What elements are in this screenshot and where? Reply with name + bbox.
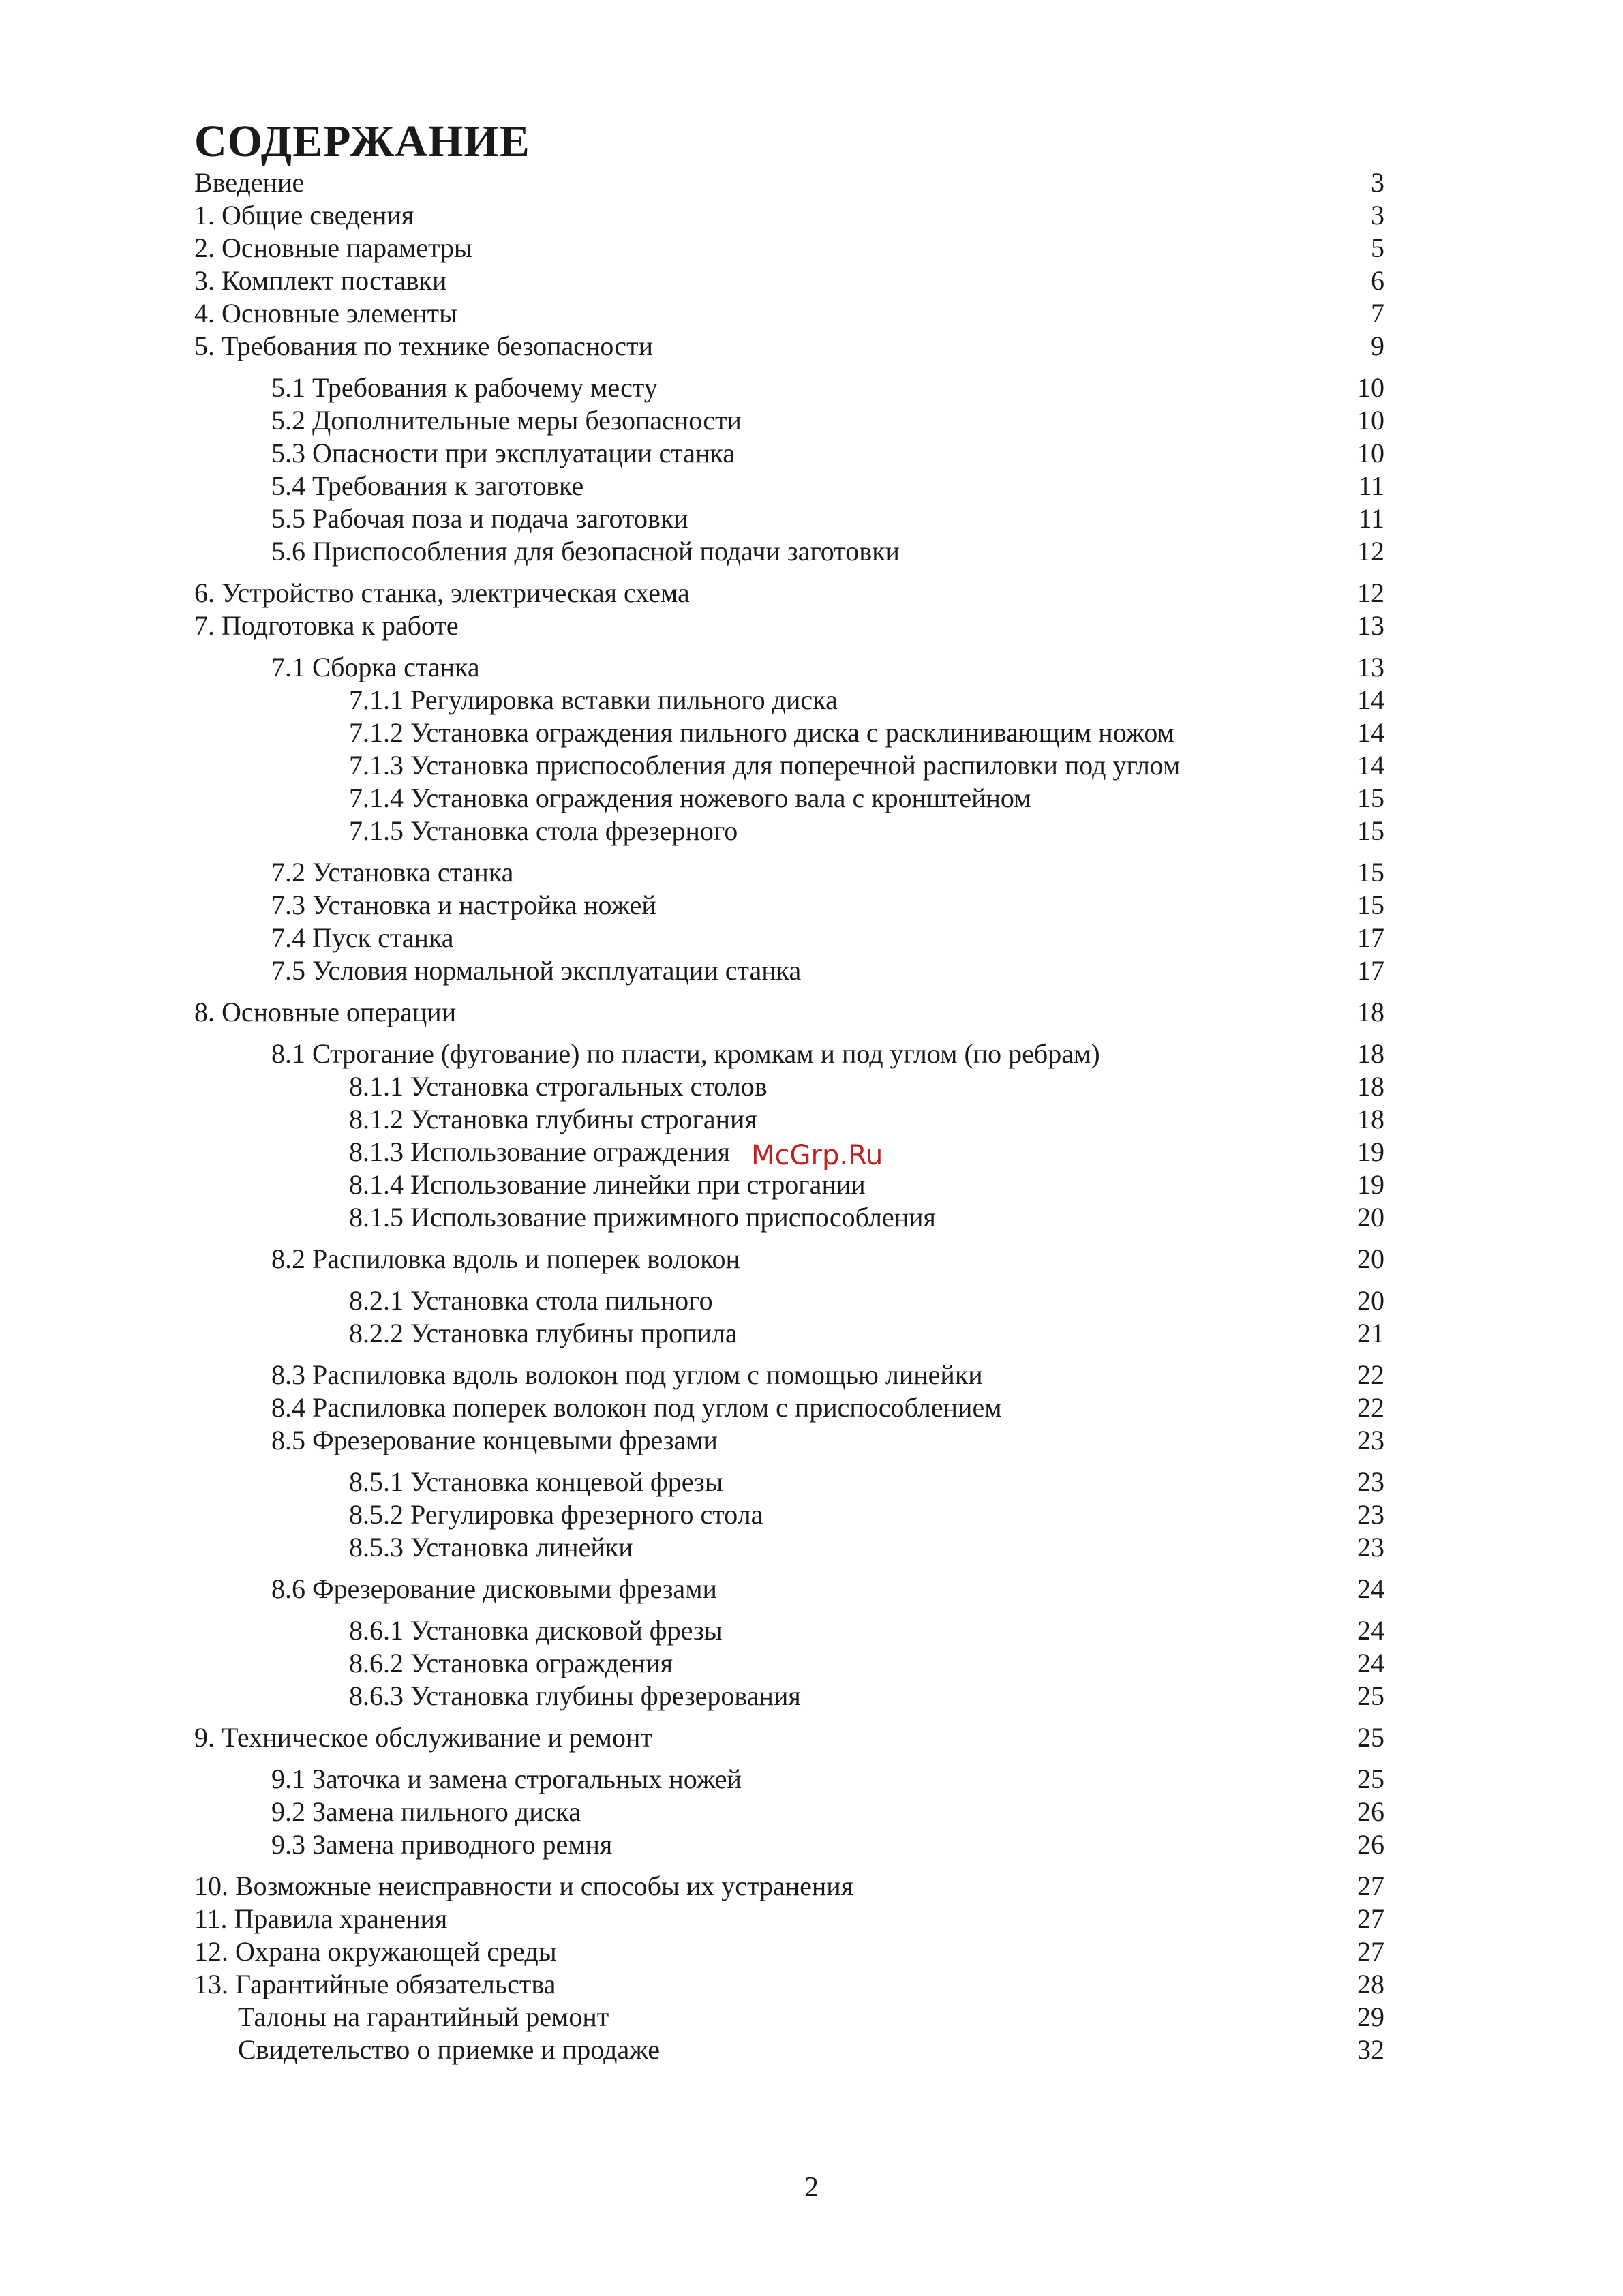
toc-entry[interactable] — [0, 2001, 1623, 2034]
toc-entry[interactable] — [0, 889, 1623, 922]
toc-entry-label: 10. Возможные неисправности и способы их устранения — [194, 1871, 854, 1901]
toc-entry[interactable] — [0, 1828, 1623, 1861]
toc-entry-page: 27 — [1357, 1903, 1384, 1934]
toc-entry-page: 23 — [1357, 1499, 1384, 1530]
toc-entry[interactable] — [0, 1647, 1623, 1680]
toc-entry[interactable] — [0, 166, 1623, 199]
toc-entry-page: 29 — [1357, 2002, 1384, 2032]
toc-entry-label: 5.6 Приспособления для безопасной подачи заготовки — [271, 536, 900, 567]
toc-entry[interactable] — [0, 1680, 1623, 1712]
toc-entry[interactable] — [0, 1466, 1623, 1498]
toc-entry-label: Свидетельство о приемке и продаже — [238, 2034, 661, 2065]
toc-entry-label: 3. Комплект поставки — [194, 265, 447, 296]
toc-entry-label: Введение — [194, 167, 305, 198]
toc-entry-label: 7.1 Сборка станка — [271, 652, 480, 682]
toc-entry-label: 7.1.3 Установка приспособления для поперечной распиловки под углом — [349, 750, 1181, 781]
toc-entry-label: 8.5 Фрезерование концевыми фрезами — [271, 1425, 718, 1455]
toc-entry-page: 15 — [1357, 890, 1384, 920]
toc-entry-page: 15 — [1357, 857, 1384, 888]
toc-entry-page: 14 — [1357, 684, 1384, 715]
toc-entry[interactable] — [0, 1201, 1623, 1234]
toc-entry[interactable] — [0, 1763, 1623, 1796]
toc-entry-page: 20 — [1357, 1243, 1384, 1274]
toc-entry[interactable] — [0, 1317, 1623, 1350]
toc-entry-page: 3 — [1371, 167, 1384, 198]
toc-entry-page: 20 — [1357, 1202, 1384, 1233]
toc-entry-page: 19 — [1357, 1136, 1384, 1167]
toc-entry-page: 14 — [1357, 750, 1384, 781]
toc-entry-page: 27 — [1357, 1936, 1384, 1967]
toc-entry-page: 28 — [1357, 1969, 1384, 1999]
toc-entry-page: 3 — [1371, 200, 1384, 230]
toc-entry[interactable] — [0, 535, 1623, 568]
toc-entry[interactable] — [0, 297, 1623, 330]
toc-entry-page: 21 — [1357, 1318, 1384, 1348]
toc-entry-page: 26 — [1357, 1829, 1384, 1860]
toc-entry[interactable] — [0, 1903, 1623, 1935]
toc-entry-page: 24 — [1357, 1615, 1384, 1646]
toc-entry[interactable] — [0, 716, 1623, 749]
toc-entry-label: 7.1.4 Установка ограждения ножевого вала с кронштейном — [349, 783, 1031, 813]
toc-entry-page: 23 — [1357, 1466, 1384, 1497]
toc-entry-label: Талоны на гарантийный ремонт — [238, 2002, 609, 2032]
toc-entry[interactable] — [0, 1103, 1623, 1136]
toc-entry-label: 8.5.2 Регулировка фрезерного стола — [349, 1499, 763, 1530]
toc-entry[interactable] — [0, 502, 1623, 535]
toc-entry-label: 5.3 Опасности при эксплуатации станка — [271, 438, 735, 468]
toc-entry-label: 8.5.1 Установка концевой фрезы — [349, 1466, 723, 1497]
toc-entry[interactable] — [0, 856, 1623, 889]
toc-entry[interactable] — [0, 1424, 1623, 1457]
toc-entry-label: 13. Гарантийные обязательства — [194, 1969, 556, 1999]
toc-entry-label: 9. Техническое обслуживание и ремонт — [194, 1722, 652, 1753]
toc-entry[interactable] — [0, 1796, 1623, 1828]
toc-entry-label: 5.4 Требования к заготовке — [271, 470, 584, 501]
toc-entry-label: 7.3 Установка и настройка ножей — [271, 890, 656, 920]
toc-entry-label: 5.1 Требования к рабочему месту — [271, 372, 658, 403]
toc-entry-page: 13 — [1357, 610, 1384, 641]
toc-entry-label: 7. Подготовка к работе — [194, 610, 459, 641]
toc-entry-page: 13 — [1357, 652, 1384, 682]
toc-entry-page: 6 — [1371, 265, 1384, 296]
toc-entry-page: 11 — [1358, 470, 1384, 501]
toc-entry-label: 1. Общие сведения — [194, 200, 414, 230]
toc-entry[interactable] — [0, 265, 1623, 297]
toc-entry[interactable] — [0, 684, 1623, 716]
toc-entry[interactable] — [0, 1531, 1623, 1564]
toc-entry-page: 11 — [1358, 503, 1384, 534]
toc-entry[interactable] — [0, 1870, 1623, 1903]
toc-entry-label: 9.2 Замена пильного диска — [271, 1796, 581, 1827]
toc-entry-label: 2. Основные параметры — [194, 232, 472, 263]
toc-entry-label: 8.1.5 Использование прижимного приспособления — [349, 1202, 936, 1233]
toc-entry[interactable] — [0, 1168, 1623, 1201]
toc-entry-page: 18 — [1357, 1038, 1384, 1069]
toc-entry-label: 8.5.3 Установка линейки — [349, 1532, 633, 1562]
toc-entry-page: 18 — [1357, 1071, 1384, 1102]
toc-entry-label: 8.2 Распиловка вдоль и поперек волокон — [271, 1243, 740, 1274]
toc-entry-label: 7.1.5 Установка стола фрезерного — [349, 815, 738, 846]
toc-entry-page: 23 — [1357, 1425, 1384, 1455]
toc-entry[interactable] — [0, 922, 1623, 954]
toc-entry-page: 26 — [1357, 1796, 1384, 1827]
toc-entry-label: 8. Основные операции — [194, 997, 457, 1027]
toc-entry-label: 8.1 Строгание (фугование) по пласти, кромкам и под углом (по ребрам) — [271, 1038, 1100, 1069]
toc-entry-label: 8.6 Фрезерование дисковыми фрезами — [271, 1573, 717, 1604]
toc-entry-page: 12 — [1357, 536, 1384, 567]
toc-entry[interactable] — [0, 651, 1623, 684]
toc-entry-label: 4. Основные элементы — [194, 298, 457, 329]
toc-entry-label: 7.2 Установка станка — [271, 857, 514, 888]
toc-entry-page: 18 — [1357, 997, 1384, 1027]
toc-entry-page: 24 — [1357, 1648, 1384, 1678]
toc-entry[interactable] — [0, 404, 1623, 437]
toc-entry-page: 18 — [1357, 1104, 1384, 1134]
toc-entry-page: 23 — [1357, 1532, 1384, 1562]
toc-entry-label: 12. Охрана окружающей среды — [194, 1936, 557, 1967]
toc-entry[interactable] — [0, 815, 1623, 847]
toc-entry-page: 20 — [1357, 1285, 1384, 1316]
toc-entry-page: 9 — [1371, 331, 1384, 361]
toc-entry-page: 22 — [1357, 1392, 1384, 1423]
toc-entry-page: 17 — [1357, 955, 1384, 986]
toc-entry[interactable] — [0, 609, 1623, 642]
toc-entry-page: 10 — [1357, 438, 1384, 468]
toc-entry[interactable] — [0, 1243, 1623, 1275]
toc-entry-label: 8.2.2 Установка глубины пропила — [349, 1318, 738, 1348]
toc-entry-page: 27 — [1357, 1871, 1384, 1901]
toc-entry[interactable] — [0, 1573, 1623, 1605]
toc-entry-label: 8.3 Распиловка вдоль волокон под углом с помощью линейки — [271, 1359, 983, 1390]
toc-entry[interactable] — [0, 1498, 1623, 1531]
toc-entry-label: 11. Правила хранения — [194, 1903, 448, 1934]
toc-entry[interactable] — [0, 199, 1623, 232]
toc-entry-page: 15 — [1357, 815, 1384, 846]
toc-entry-label: 8.4 Распиловка поперек волокон под углом с приспособлением — [271, 1392, 1002, 1423]
toc-entry-label: 8.1.1 Установка строгальных столов — [349, 1071, 768, 1102]
toc-entry-page: 32 — [1357, 2034, 1384, 2065]
toc-entry-page: 10 — [1357, 405, 1384, 436]
toc-entry-label: 8.6.1 Установка дисковой фрезы — [349, 1615, 723, 1646]
toc-entry[interactable] — [0, 232, 1623, 265]
watermark: McGrp.Ru — [751, 1140, 883, 1171]
toc-entry-page: 25 — [1357, 1722, 1384, 1753]
toc-entry-label: 5.2 Дополнительные меры безопасности — [271, 405, 742, 436]
toc-entry[interactable] — [0, 1391, 1623, 1424]
toc-entry[interactable] — [0, 1070, 1623, 1103]
toc-entry-label: 5. Требования по технике безопасности — [194, 331, 654, 361]
toc-title: СОДЕРЖАНИЕ — [194, 117, 530, 166]
toc-entry[interactable] — [0, 577, 1623, 609]
toc-entry-label: 6. Устройство станка, электрическая схема — [194, 577, 690, 608]
toc-entry-label: 7.5 Условия нормальной эксплуатации станка — [271, 955, 802, 986]
toc-entry-page: 15 — [1357, 783, 1384, 813]
toc-entry-label: 7.1.1 Регулировка вставки пильного диска — [349, 684, 838, 715]
toc-entry[interactable] — [0, 996, 1623, 1029]
toc-entry[interactable] — [0, 1968, 1623, 2001]
toc-entry[interactable] — [0, 372, 1623, 404]
toc-entry-label: 8.1.2 Установка глубины строгания — [349, 1104, 757, 1134]
toc-entry-label: 8.6.2 Установка ограждения — [349, 1648, 673, 1678]
toc-entry-page: 24 — [1357, 1573, 1384, 1604]
toc-entry-label: 8.1.3 Использование ограждения — [349, 1136, 731, 1167]
toc-entry[interactable] — [0, 330, 1623, 363]
toc-entry[interactable] — [0, 1038, 1623, 1070]
toc-entry[interactable] — [0, 1614, 1623, 1647]
toc-entry-page: 5 — [1371, 232, 1384, 263]
toc-entry-page: 22 — [1357, 1359, 1384, 1390]
toc-entry[interactable] — [0, 437, 1623, 470]
toc-entry-page: 25 — [1357, 1680, 1384, 1711]
toc-entry[interactable] — [0, 749, 1623, 782]
toc-entry-page: 25 — [1357, 1764, 1384, 1794]
toc-entry-label: 7.4 Пуск станка — [271, 922, 454, 953]
toc-entry-label: 5.5 Рабочая поза и подача заготовки — [271, 503, 688, 534]
toc-entry[interactable] — [0, 1284, 1623, 1317]
toc-entry[interactable] — [0, 470, 1623, 502]
toc-entry[interactable] — [0, 1935, 1623, 1968]
toc-entry[interactable] — [0, 1721, 1623, 1754]
toc-entry-page: 10 — [1357, 372, 1384, 403]
toc-entry-label: 8.2.1 Установка стола пильного — [349, 1285, 713, 1316]
page-number: 2 — [804, 2172, 819, 2203]
toc-entry[interactable] — [0, 954, 1623, 987]
toc-entry[interactable] — [0, 2034, 1623, 2066]
toc-entry-label: 8.1.4 Использование линейки при строгании — [349, 1169, 866, 1200]
toc-entry-page: 19 — [1357, 1169, 1384, 1200]
toc-entry-label: 7.1.2 Установка ограждения пильного диска с расклинивающим ножом — [349, 717, 1174, 748]
toc-entry-page: 14 — [1357, 717, 1384, 748]
toc-entry-label: 9.1 Заточка и замена строгальных ножей — [271, 1764, 742, 1794]
toc-entry-page: 7 — [1371, 298, 1384, 329]
toc-entry[interactable] — [0, 1359, 1623, 1391]
toc-entry-page: 17 — [1357, 922, 1384, 953]
toc-entry-page: 12 — [1357, 577, 1384, 608]
toc-entry-label: 8.6.3 Установка глубины фрезерования — [349, 1680, 801, 1711]
toc-entry-label: 9.3 Замена приводного ремня — [271, 1829, 613, 1860]
toc-entry[interactable] — [0, 782, 1623, 815]
